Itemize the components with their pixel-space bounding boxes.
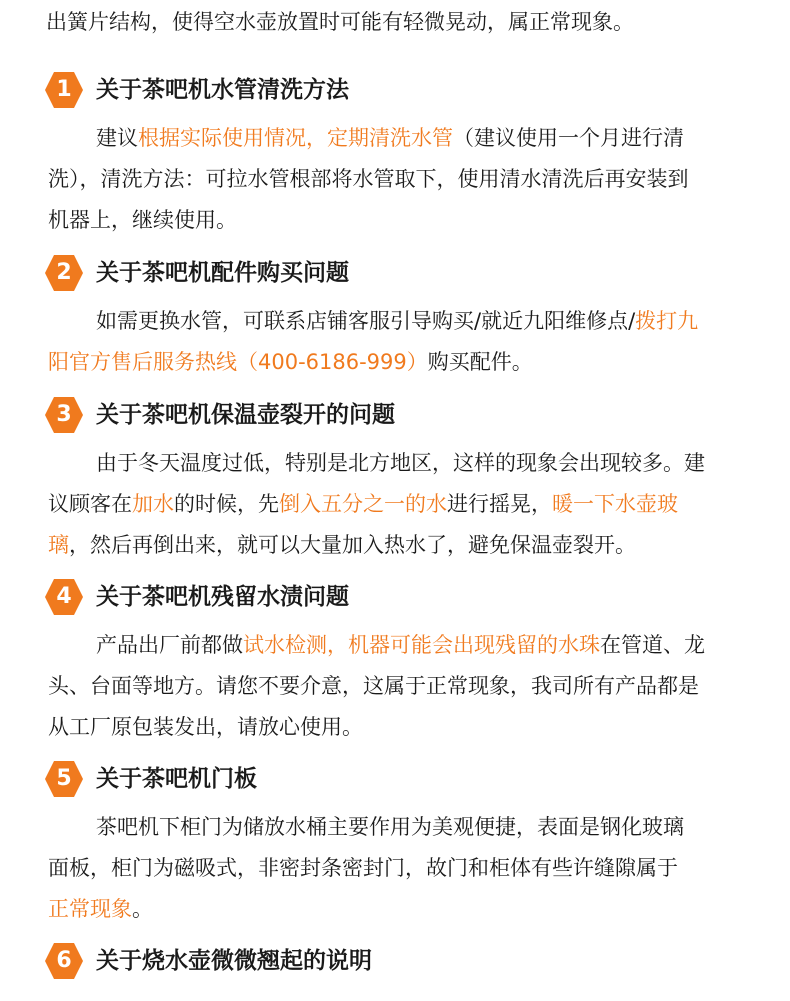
section-paragraph (48, 118, 748, 241)
section-title: 关于茶吧机水管清洗方法 (96, 77, 349, 103)
text-run: 建议 (96, 126, 138, 150)
text-line (48, 118, 748, 159)
text-run: 进行摇晃， (447, 492, 552, 516)
text-run: 头、台面等地方。请您不要介意，这属于正常现象，我司所有产品都是 (48, 674, 699, 698)
section-paragraph (48, 301, 748, 383)
text-run: ，然后再倒出来，就可以大量加入热水了，避免保温壶裂开。 (69, 533, 636, 557)
text-line (48, 200, 748, 241)
section-heading (0, 941, 790, 981)
section-paragraph (48, 807, 748, 930)
badge-number: 4 (56, 584, 72, 609)
highlight-text: 加水 (132, 492, 174, 516)
badge-number: 2 (56, 260, 72, 285)
highlight-text: 试水检测，机器可能会出现残留的水珠 (243, 633, 600, 657)
text-run: 如需更换水管，可联系店铺客服引导购买/就近九阳维修点/ (96, 309, 636, 333)
text-line (48, 342, 748, 383)
section-title: 关于茶吧机门板 (96, 766, 257, 792)
section-heading (0, 70, 790, 110)
highlight-text: 正常现象 (48, 897, 132, 921)
text-run: 由于冬天温度过低，特别是北方地区，这样的现象会出现较多。建 (96, 451, 705, 475)
text-run: 茶吧机下柜门为储放水桶主要作用为美观便捷，表面是钢化玻璃 (96, 815, 684, 839)
text-run: 的时候，先 (174, 492, 279, 516)
text-line (48, 484, 748, 525)
number-badge (44, 395, 84, 435)
text-line (48, 625, 748, 666)
section-title: 关于茶吧机配件购买问题 (96, 260, 349, 286)
section-title: 关于茶吧机残留水渍问题 (96, 584, 349, 610)
badge-number: 5 (56, 766, 72, 791)
section-heading (0, 395, 790, 435)
number-badge (44, 577, 84, 617)
text-line (48, 301, 748, 342)
text-run: 议顾客在 (48, 492, 132, 516)
section-heading (0, 759, 790, 799)
number-badge (44, 70, 84, 110)
text-run: 洗），清洗方法：可拉水管根部将水管取下，使用清水清洗后再安装到 (48, 167, 689, 191)
section-heading (0, 577, 790, 617)
text-line (48, 525, 748, 566)
section-heading (0, 253, 790, 293)
section-paragraph (48, 625, 748, 748)
section-title: 关于茶吧机保温壶裂开的问题 (96, 402, 395, 428)
section-title: 关于烧水壶微微翘起的说明 (96, 948, 372, 974)
section-paragraph (48, 443, 748, 566)
highlight-text: 暖一下水壶玻 (552, 492, 678, 516)
highlight-text: 璃 (48, 533, 69, 557)
number-badge (44, 253, 84, 293)
badge-number: 6 (56, 948, 72, 973)
text-run: 机器上，继续使用。 (48, 208, 237, 232)
text-run: 产品出厂前都做 (96, 633, 243, 657)
highlight-text: 拨打九 (635, 309, 699, 333)
number-badge (44, 941, 84, 981)
text-line (48, 848, 748, 889)
text-run: 购买配件。 (427, 350, 533, 374)
text-line (48, 443, 748, 484)
text-line (48, 159, 748, 200)
text-line (48, 666, 748, 707)
highlight-text: 根据实际使用情况，定期清洗水管 (138, 126, 453, 150)
badge-number: 3 (56, 402, 72, 427)
text-run: 在管道、龙 (600, 633, 705, 657)
text-line (48, 889, 748, 930)
number-badge (44, 759, 84, 799)
text-line (48, 707, 748, 748)
text-run: 面板，柜门为磁吸式，非密封条密封门，故门和柜体有些许缝隙属于 (48, 856, 678, 880)
text-run: （建议使用一个月进行清 (453, 126, 684, 150)
highlight-text: 倒入五分之一的水 (279, 492, 447, 516)
hotline-text: 阳官方售后服务热线（400-6186-999） (48, 350, 428, 374)
badge-number: 1 (56, 77, 72, 102)
intro-text: 出簧片结构，使得空水壶放置时可能有轻微晃动，属正常现象。 (46, 10, 634, 34)
text-run: 。 (132, 897, 153, 921)
text-run: 从工厂原包装发出，请放心使用。 (48, 715, 363, 739)
text-line (48, 807, 748, 848)
